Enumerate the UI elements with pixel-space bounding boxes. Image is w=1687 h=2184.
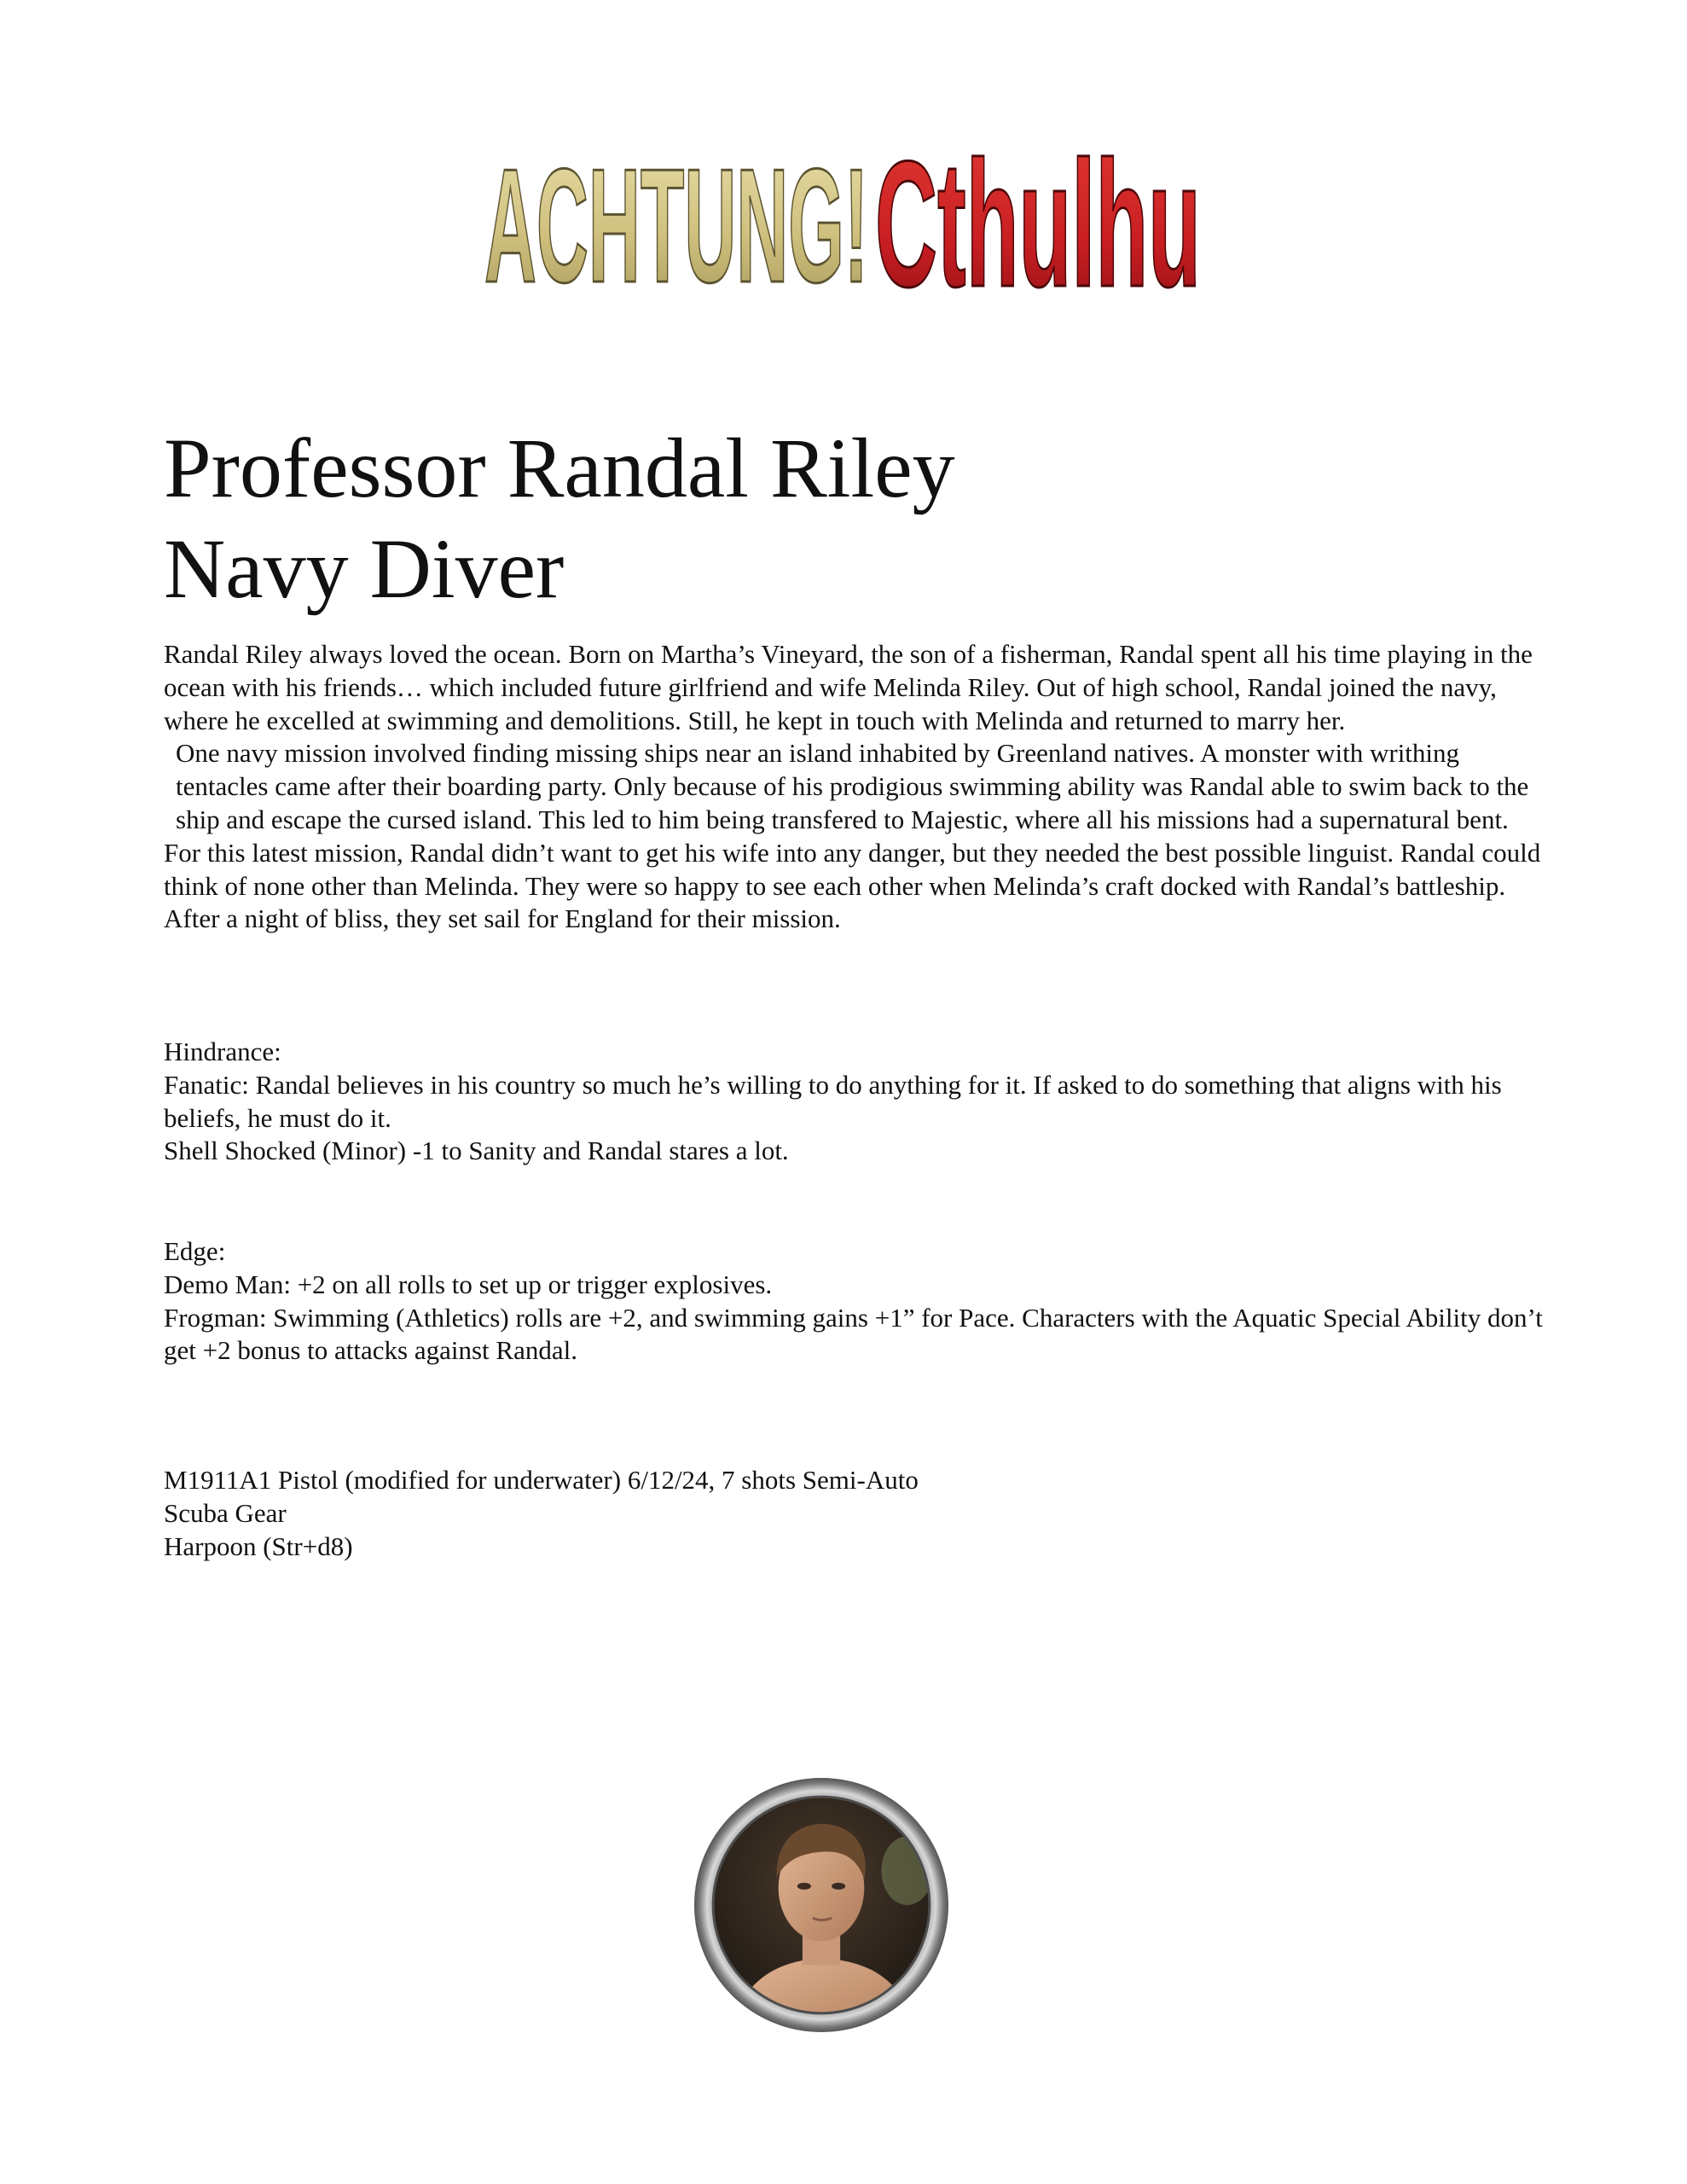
logo-achtung-word: ACHTUNG! (484, 136, 868, 317)
page-title (164, 418, 1545, 619)
edge-section (164, 1235, 1545, 1368)
hindrance-item: Shell Shocked (Minor) -1 to Sanity and Randal stares a lot. (164, 1136, 789, 1166)
hindrance-heading: Hindrance: (164, 1037, 281, 1066)
hindrance-section (164, 1036, 1545, 1168)
achtung-cthulhu-logo (478, 111, 1211, 333)
gear-section (164, 1464, 1545, 1563)
character-role: Navy Diver (164, 521, 565, 616)
edge-item: Demo Man: +2 on all rolls to set up or trigger explosives. (164, 1269, 773, 1299)
gear-item: Scuba Gear (164, 1497, 287, 1528)
edge-heading: Edge: (164, 1236, 226, 1266)
character-portrait-token (693, 1776, 950, 2034)
bio-paragraph: Randal Riley always loved the ocean. Born on Martha’s Vineyard, the son of a fisherman, Randal spent all his time playing in the ocean with his friends… which included future girlfriend and wife Melinda Riley. Out of high school, Randal joined the navy, where he excelled at swimming and demolitions. Still, he kept in touch with Melinda and returned to marry her. (164, 639, 1533, 735)
character-biography (164, 638, 1545, 936)
hindrance-item: Fanatic: Randal believes in his country so much he’s willing to do anything for it. If asked to do something that aligns with his beliefs, he must do it. (164, 1069, 1502, 1133)
gear-item: M1911A1 Pistol (modified for underwater) 6/12/24, 7 shots Semi-Auto (164, 1465, 919, 1495)
bio-paragraph: One navy mission involved finding missing ships near an island inhabited by Greenland natives. A monster with writhing tentacles came after their boarding party. Only because of his prodigious swimming ability was Randal able to swim back to the ship and escape the cursed island. This led to him being transfered to Majestic, where all his missions had a supernatural bent. (176, 738, 1529, 834)
edge-item: Frogman: Swimming (Athletics) rolls are +2, and swimming gains +1” for Pace. Characters with the Aquatic Special Ability don’t get +2 bonus to attacks against Randal. (164, 1302, 1543, 1366)
logo-cthulhu-word: Cthulhu (875, 124, 1201, 324)
bio-paragraph: For this latest mission, Randal didn’t want to get his wife into any danger, but they needed the best possible linguist. Randal could think of none other than Melinda. They were so happy to see each other when Melinda’s craft docked with Randal’s battleship. After a night of bliss, they set sail for England for their mission. (164, 837, 1541, 934)
gear-item: Harpoon (Str+d8) (164, 1531, 353, 1561)
character-name: Professor Randal Riley (164, 421, 955, 515)
